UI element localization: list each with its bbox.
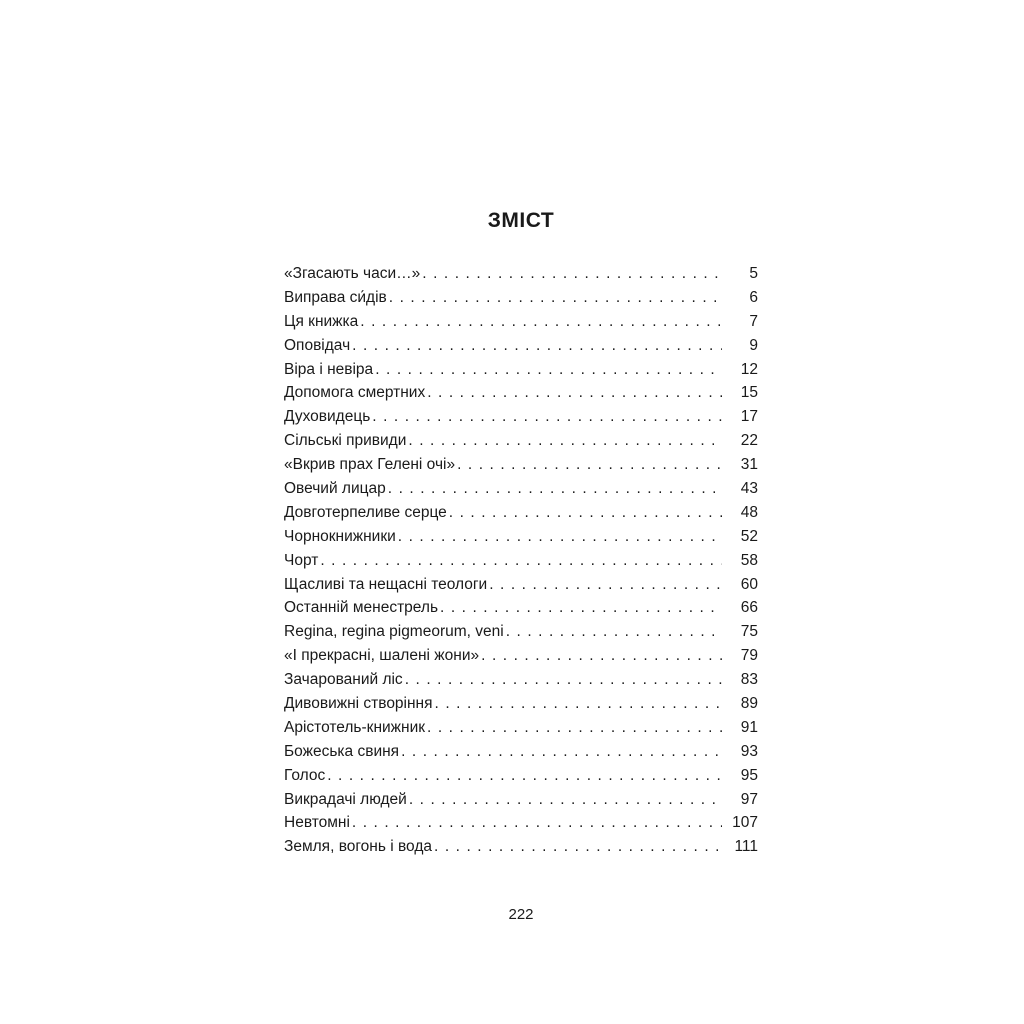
toc-entry-title: Довготерпеливе серце — [284, 503, 447, 521]
toc-entry[interactable] — [284, 716, 758, 740]
dot-leader — [440, 596, 722, 620]
toc-entry[interactable] — [284, 620, 758, 644]
toc-entry[interactable] — [284, 596, 758, 620]
toc-entry[interactable] — [284, 477, 758, 501]
dot-leader — [388, 477, 722, 501]
dot-leader — [372, 405, 722, 429]
toc-entry-title: Духовидець — [284, 408, 371, 426]
dot-leader — [320, 549, 722, 573]
toc-entry-title: Виправа си́дів — [284, 288, 387, 306]
toc-entry-title: «Вкрив прах Гелені очі» — [284, 456, 456, 474]
toc-entry-title: Щасливі та нещасні теологи — [284, 575, 488, 593]
page-title: ЗМІСТ — [487, 209, 555, 232]
dot-leader — [457, 453, 722, 477]
toc-entry-page: 95 — [740, 766, 758, 784]
toc-entry-page: 5 — [749, 265, 758, 282]
dot-leader — [449, 501, 722, 525]
dot-leader — [409, 788, 722, 812]
toc-entry[interactable] — [284, 453, 758, 477]
toc-entry-page: 89 — [740, 695, 758, 713]
dot-leader — [401, 740, 722, 764]
toc-entry-title: Чорнокнижники — [284, 527, 396, 545]
dot-leader — [422, 262, 722, 286]
toc-entry[interactable] — [284, 788, 758, 812]
dot-leader — [481, 644, 722, 668]
toc-entry-title: Невтомні — [284, 814, 350, 832]
toc-entry-title: Чорт — [284, 551, 319, 569]
dot-leader — [360, 310, 722, 334]
toc-entry-page: 111 — [734, 838, 758, 856]
dot-leader — [489, 573, 722, 597]
dot-leader — [389, 286, 722, 310]
toc-entry-title: Зачарований ліс — [284, 671, 403, 689]
toc-entry-title: «І прекрасні, шалені жони» — [284, 647, 480, 665]
toc-entry-title: Викрадачі людей — [284, 790, 407, 808]
toc-entry-page: 7 — [749, 312, 758, 330]
toc-entry-page: 107 — [732, 814, 758, 832]
toc-entry-title: Віра і невіра — [284, 360, 374, 378]
table-of-contents — [284, 262, 758, 859]
toc-entry[interactable] — [284, 573, 758, 597]
toc-entry[interactable] — [284, 358, 758, 382]
toc-entry[interactable] — [284, 334, 758, 358]
toc-entry-page: 66 — [740, 599, 758, 617]
page-number: 222 — [508, 906, 534, 923]
dot-leader — [352, 811, 722, 835]
toc-entry-page: 97 — [740, 790, 758, 808]
toc-entry-page: 43 — [740, 480, 758, 498]
toc-entry[interactable] — [284, 405, 758, 429]
toc-entry-title: Оповідач — [284, 336, 351, 354]
toc-entry-page: 91 — [740, 718, 758, 736]
toc-entry-page: 17 — [740, 408, 758, 426]
toc-entry-title: Допомога смертних — [284, 384, 426, 402]
toc-entry-page: 75 — [740, 623, 758, 641]
toc-entry[interactable] — [284, 525, 758, 549]
toc-entry-page: 31 — [740, 456, 758, 474]
toc-entry[interactable] — [284, 549, 758, 573]
toc-entry-page: 48 — [740, 503, 758, 521]
dot-leader — [405, 668, 722, 692]
toc-entry-title: Останній менестрель — [284, 599, 439, 617]
toc-entry-title: Голос — [284, 766, 326, 784]
toc-entry-page: 60 — [740, 575, 758, 593]
dot-leader — [375, 358, 722, 382]
toc-entry-title: «Згасають часи…» — [284, 265, 421, 282]
dot-leader — [427, 716, 722, 740]
toc-entry-page: 79 — [740, 647, 758, 665]
toc-entry-page: 93 — [740, 742, 758, 760]
toc-entry[interactable] — [284, 381, 758, 405]
toc-entry[interactable] — [284, 286, 758, 310]
toc-entry-page: 9 — [749, 336, 758, 354]
toc-entry-title: Овечий лицар — [284, 480, 386, 498]
toc-entry[interactable] — [284, 764, 758, 788]
toc-entry-page: 83 — [740, 671, 758, 689]
toc-entry[interactable] — [284, 668, 758, 692]
toc-entry-title: Ця книжка — [284, 312, 359, 330]
toc-entry[interactable] — [284, 262, 758, 286]
toc-entry-title: Земля, вогонь і вода — [284, 838, 432, 856]
toc-entry[interactable] — [284, 644, 758, 668]
dot-leader — [506, 620, 722, 644]
toc-entry-page: 22 — [740, 432, 758, 450]
toc-entry-page: 52 — [740, 527, 758, 545]
toc-entry-page: 6 — [749, 288, 758, 306]
dot-leader — [398, 525, 722, 549]
toc-entry[interactable] — [284, 310, 758, 334]
toc-entry-title: Арістотель-книжник — [284, 718, 426, 736]
toc-entry[interactable] — [284, 692, 758, 716]
dot-leader — [327, 764, 722, 788]
toc-entry-title: Дивовижні створіння — [284, 695, 433, 713]
toc-entry[interactable] — [284, 835, 758, 859]
toc-entry-title: Сільські привиди — [284, 432, 407, 450]
toc-entry[interactable] — [284, 501, 758, 525]
toc-entry-title: Regina, regina pigmeorum, veni — [284, 623, 504, 641]
toc-entry-page: 12 — [740, 360, 758, 378]
toc-entry-title: Божеська свиня — [284, 742, 400, 760]
dot-leader — [435, 692, 722, 716]
dot-leader — [352, 334, 722, 358]
dot-leader — [434, 835, 722, 859]
toc-entry-page: 15 — [740, 384, 758, 402]
toc-entry[interactable] — [284, 429, 758, 453]
toc-entry[interactable] — [284, 811, 758, 835]
dot-leader — [408, 429, 722, 453]
dot-leader — [427, 381, 722, 405]
toc-entry-page: 58 — [740, 551, 758, 569]
toc-entry[interactable] — [284, 740, 758, 764]
